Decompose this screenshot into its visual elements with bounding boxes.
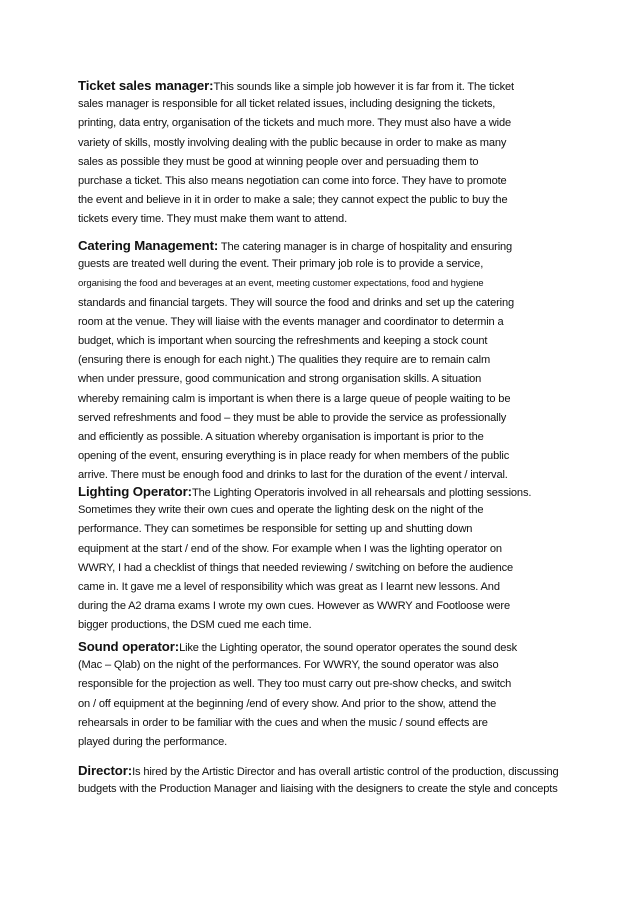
section-heading: Lighting Operator: [78, 484, 192, 499]
paragraph-line [78, 761, 623, 780]
paragraph-line: opening of the event, ensuring everything is in place ready for when members of the public [78, 450, 510, 463]
paragraph-line [78, 76, 618, 95]
paragraph-line: sales as possible they must be good at winning people over and persuading them to [78, 155, 479, 168]
paragraph-line [78, 482, 618, 501]
paragraph-line: purchase a ticket. This also means negotiation can come into force. They have to promote [78, 174, 507, 187]
paragraph-line: performance. They can sometimes be responsible for setting up and shutting down [78, 523, 473, 536]
section-catering-management [78, 236, 618, 485]
paragraph-line: room at the venue. They will liaise with the events manager and coordinator to determin a [78, 315, 504, 328]
paragraph-line: served refreshments and food – they must be able to provide the service as professionally [78, 411, 507, 424]
paragraph-line: came in. It gave me a level of responsibility which was great as I learnt new lessons. And [78, 580, 500, 593]
paragraph-line: during the A2 drama exams I wrote my own cues. However as WWRY and Footloose were [78, 600, 511, 613]
section-heading: Catering Management: [78, 238, 219, 253]
paragraph-line: budget, which is important when sourcing the refreshments and keeping a stock count [78, 334, 488, 347]
paragraph-line: and efficiently as possible. A situation whereby organisation is important is prior to the [78, 430, 484, 443]
paragraph-line: arrive. There must be enough food and drinks to last for the duration of the event / interval. [78, 469, 508, 482]
section-sound-operator [78, 637, 618, 752]
paragraph-line: played during the performance. [78, 735, 228, 748]
paragraph-text: The Lighting Operatoris involved in all rehearsals and plotting sessions. [191, 487, 532, 499]
paragraph-line: organising the food and beverages at an event, meeting customer expectations, food and hygiene [78, 278, 484, 290]
paragraph-line: on / off equipment at the beginning /end of every show. And prior to the show, attend the [78, 697, 497, 710]
section-director [78, 761, 623, 799]
paragraph-line: standards and financial targets. They will source the food and drinks and set up the catering [78, 296, 515, 309]
paragraph-line [78, 637, 618, 656]
paragraph-line: the event and believe in it in order to make a sale; they cannot expect the public to buy the [78, 194, 508, 207]
paragraph-line: printing, data entry, organisation of the tickets and much more. They must also have a wide [78, 117, 512, 130]
paragraph-line: guests are treated well during the event. Their primary job role is to provide a service, [78, 258, 484, 271]
paragraph-line: WWRY, I had a checklist of things that needed reviewing / switching on before the audience [78, 561, 514, 574]
paragraph-line: bigger productions, the DSM cued me each time. [78, 619, 312, 632]
paragraph-line [78, 236, 618, 255]
paragraph-text: This sounds like a simple job however it is far from it. The ticket [213, 81, 514, 93]
paragraph-text: Like the Lighting operator, the sound operator operates the sound desk [179, 642, 518, 654]
paragraph-line: tickets every time. They must make them want to attend. [78, 213, 348, 226]
paragraph-line: (Mac – Qlab) on the night of the performances. For WWRY, the sound operator was also [78, 659, 499, 672]
paragraph-line: equipment at the start / end of the show. For example when I was the lighting operator on [78, 542, 502, 555]
section-heading: Sound operator: [78, 639, 180, 654]
section-heading: Director: [78, 763, 133, 778]
paragraph-line: budgets with the Production Manager and liaising with the designers to create the style and concepts [78, 783, 558, 796]
paragraph-line: (ensuring there is enough for each night.) The qualities they require are to remain calm [78, 354, 491, 367]
section-heading: Ticket sales manager: [78, 78, 214, 93]
paragraph-text: The catering manager is in charge of hospitality and ensuring [218, 241, 513, 253]
paragraph-line: sales manager is responsible for all ticket related issues, including designing the tickets, [78, 98, 496, 111]
paragraph-line: rehearsals in order to be familiar with the cues and when the music / sound effects are [78, 716, 488, 729]
section-lighting-operator [78, 482, 618, 636]
section-ticket-sales-manager [78, 76, 618, 230]
paragraph-line: when under pressure, good communication and strong organisation skills. A situation [78, 373, 482, 386]
paragraph-line: variety of skills, mostly involving dealing with the public because in order to make as many [78, 136, 507, 149]
paragraph-text: Is hired by the Artistic Director and has overall artistic control of the production, discussing [132, 766, 559, 778]
paragraph-line: Sometimes they write their own cues and operate the lighting desk on the night of the [78, 504, 484, 517]
paragraph-line: whereby remaining calm is important is when there is a large queue of people waiting to be [78, 392, 511, 405]
paragraph-line: responsible for the projection as well. They too must carry out pre-show checks, and switch [78, 678, 512, 691]
